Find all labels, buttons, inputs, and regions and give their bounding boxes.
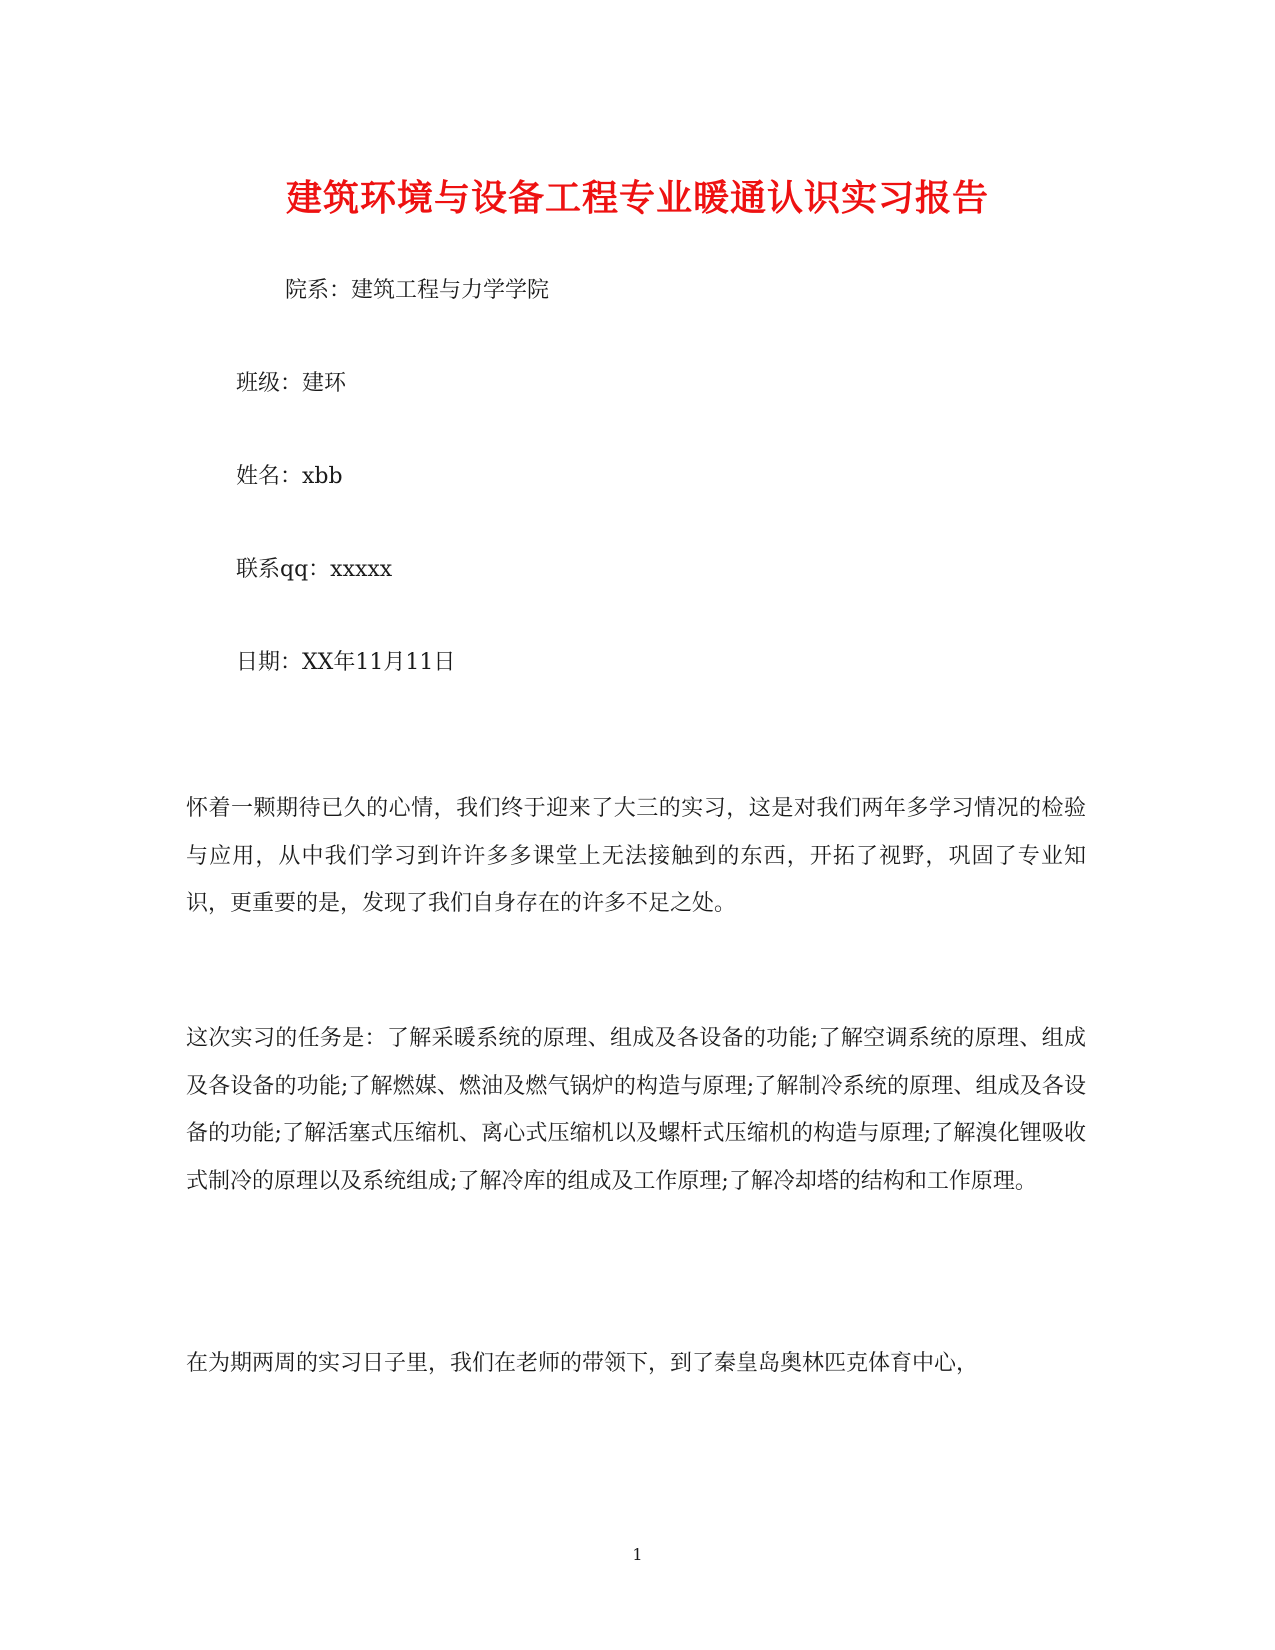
date-line: 日期：XX年11月11日 (236, 650, 456, 675)
contact-line: 联系qq：xxxxx (236, 557, 393, 582)
page-number: 1 (632, 1545, 643, 1564)
department-line: 院系：建筑工程与力学学院 (285, 278, 550, 303)
paragraph-tasks: 这次实习的任务是：了解采暖系统的原理、组成及各设备的功能;了解空调系统的原理、组成及各设备的功能;了解燃媒、燃油及燃气锅炉的构造与原理;了解制冷系统的原理、组成及各设备的功能;了解活塞式压缩机、离心式压缩机以及螺杆式压缩机的构造与原理;了解溴化锂吸收式制冷的原理以及系统组成;了解冷库的组成及工作原理;了解冷却塔的结构和工作原理。 (186, 1026, 1086, 1194)
name-line: 姓名：xbb (236, 464, 343, 489)
paragraph-intro: 怀着一颗期待已久的心情，我们终于迎来了大三的实习，这是对我们两年多学习情况的检验与应用，从中我们学习到许许多多课堂上无法接触到的东西，开拓了视野，巩固了专业知识，更重要的是，发现了我们自身存在的许多不足之处。 (186, 796, 1086, 916)
paragraph-schedule: 在为期两周的实习日子里，我们在老师的带领下，到了秦皇岛奥林匹克体育中心， (186, 1351, 979, 1376)
class-line: 班级：建环 (236, 371, 347, 396)
document-title: 建筑环境与设备工程专业暖通认识实习报告 (285, 177, 989, 219)
